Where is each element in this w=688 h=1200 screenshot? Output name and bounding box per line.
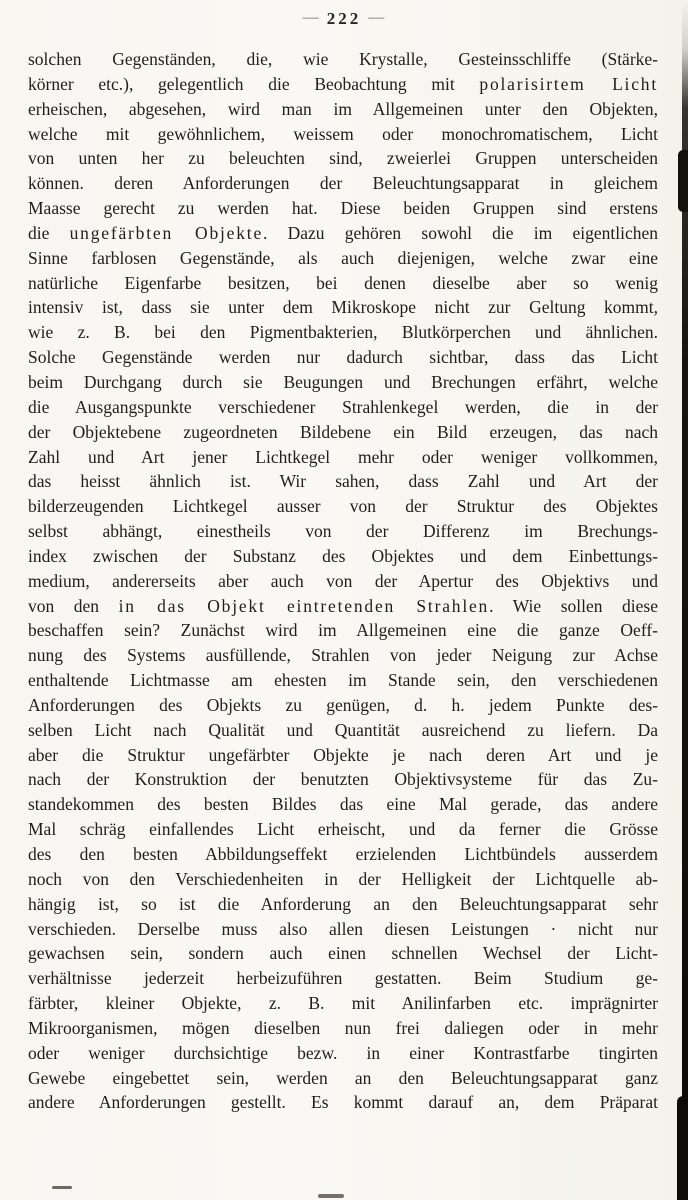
text-line bbox=[28, 594, 658, 619]
scan-edge-blob bbox=[678, 150, 688, 212]
text-line: können. deren Anforderungen der Beleuchtungsapparat in gleichem bbox=[28, 173, 658, 194]
emphasized-text: polarisirtem Licht bbox=[479, 73, 658, 94]
text-line: gewachsen sein, sondern auch einen schnellen Wechsel der Licht- bbox=[28, 943, 658, 964]
text-line: verschieden. Derselbe muss also allen diesen Leistungen · nicht nur bbox=[28, 918, 658, 939]
text-line: beim Durchgang durch sie Beugungen und Brechungen erfährt, welche bbox=[28, 371, 658, 392]
page-number: 222 bbox=[326, 9, 362, 28]
text-line bbox=[28, 221, 658, 246]
text-line: das heisst ähnlich ist. Wir sahen, dass Zahl und Art der bbox=[28, 471, 658, 492]
text-line: hängig ist, so ist die Anforderung an den Beleuchtungsapparat sehr bbox=[28, 893, 658, 914]
text-line: Sinne farblosen Gegenstände, als auch diejenigen, welche zwar eine bbox=[28, 247, 658, 268]
text-line: die Ausgangspunkte verschiedener Strahlenkegel werden, die in der bbox=[28, 396, 658, 417]
text-line: natürliche Eigenfarbe besitzen, bei denen dieselbe aber so wenig bbox=[28, 272, 658, 293]
text-line: solchen Gegenständen, die, wie Krystalle, Gesteinsschliffe (Stärke- bbox=[28, 49, 658, 69]
text-line: des den besten Abbildungseffekt erzielenden Lichtbündels ausserdem bbox=[28, 844, 658, 864]
header-dash-left: — bbox=[302, 9, 320, 26]
text-line: verhältnisse jederzeit herbeizuführen gestatten. Beim Studium ge- bbox=[28, 968, 658, 989]
text-line: index zwischen der Substanz des Objektes und dem Einbettungs- bbox=[28, 545, 658, 566]
text-line: wie z. B. bei den Pigmentbakterien, Blutkörperchen und ähnlichen. bbox=[28, 322, 658, 343]
text-segment: körner etc.), gelegentlich die Beobachtung mit bbox=[28, 73, 480, 94]
text-line bbox=[28, 72, 658, 97]
text-line: der Objektebene zugeordneten Bildebene ein Bild erzeugen, das nach bbox=[28, 421, 658, 442]
page-header bbox=[0, 9, 688, 29]
text-line: selbst abhängt, einestheils von der Differenz im Brechungs- bbox=[28, 521, 658, 542]
scan-speck-artifact bbox=[52, 1186, 72, 1189]
text-line: aber die Struktur ungefärbter Objekte je nach deren Art und je bbox=[28, 744, 658, 765]
text-line: beschaffen sein? Zunächst wird im Allgemeinen eine die ganze Oeff- bbox=[28, 620, 658, 641]
scan-speck-artifact bbox=[318, 1194, 344, 1198]
text-segment: . Dazu gehören sowohl die im eigentlichen bbox=[263, 222, 659, 243]
text-line: Zahl und Art jener Lichtkegel mehr oder weniger vollkommen, bbox=[28, 446, 658, 467]
text-line: nach der Konstruktion der benutzten Objektivsysteme für das Zu- bbox=[28, 769, 658, 790]
text-line: Mikroorganismen, mögen dieselben nun frei daliegen oder in mehr bbox=[28, 1017, 658, 1038]
emphasized-text: ungefärbten Objekte bbox=[69, 222, 264, 243]
text-segment: von den bbox=[28, 595, 119, 616]
text-line: nung des Systems ausfüllende, Strahlen von jeder Neigung zur Achse bbox=[28, 645, 658, 666]
text-line: welche mit gewöhnlichem, weissem oder monochromatischem, Licht bbox=[28, 123, 658, 144]
text-line: Maasse gerecht zu werden hat. Diese beiden Gruppen sind erstens bbox=[28, 198, 658, 219]
text-line: selben Licht nach Qualität und Quantität ausreichend zu liefern. Da bbox=[28, 719, 658, 740]
text-line: erheischen, abgesehen, wird man im Allgemeinen unter den Objekten, bbox=[28, 98, 658, 119]
text-line: Mal schräg einfallendes Licht erheischt, und da ferner die Grösse bbox=[28, 819, 658, 840]
body-text bbox=[28, 47, 658, 1115]
text-line: medium, andererseits aber auch von der Apertur des Objektivs und bbox=[28, 570, 658, 591]
text-line: von unten her zu beleuchten sind, zweierlei Gruppen unterscheiden bbox=[28, 148, 658, 169]
text-line: oder weniger durchsichtige bezw. in einer Kontrastfarbe tingirten bbox=[28, 1042, 658, 1063]
text-line: enthaltende Lichtmasse am ehesten im Stande sein, den verschiedenen bbox=[28, 670, 658, 691]
text-segment: . Wie sollen diese bbox=[489, 595, 658, 616]
text-line: noch von den Verschiedenheiten in der Helligkeit der Lichtquelle ab- bbox=[28, 868, 658, 889]
text-line: intensiv ist, dass sie unter dem Mikroskope nicht zur Geltung kommt, bbox=[28, 297, 658, 318]
emphasized-text: in das Objekt eintretenden Strahlen bbox=[118, 595, 490, 616]
text-line: Anforderungen des Objekts zu genügen, d. h. jedem Punkte des- bbox=[28, 694, 658, 715]
header-dash-right: — bbox=[368, 9, 386, 26]
text-line: Gewebe eingebettet sein, werden an den Beleuchtungsapparat ganz bbox=[28, 1067, 658, 1088]
scan-edge-blob bbox=[677, 1096, 688, 1200]
text-line: standekommen des besten Bildes das eine Mal gerade, das andere bbox=[28, 794, 658, 815]
text-line: färbter, kleiner Objekte, z. B. mit Anilinfarben etc. imprägnirter bbox=[28, 993, 658, 1014]
text-line: Solche Gegenstände werden nur dadurch sichtbar, dass das Licht bbox=[28, 347, 658, 368]
text-line: andere Anforderungen gestellt. Es kommt darauf an, dem Präparat bbox=[28, 1092, 658, 1113]
text-line: bilderzeugenden Lichtkegel ausser von der Struktur des Objektes bbox=[28, 496, 658, 517]
text-segment: die bbox=[28, 222, 70, 243]
